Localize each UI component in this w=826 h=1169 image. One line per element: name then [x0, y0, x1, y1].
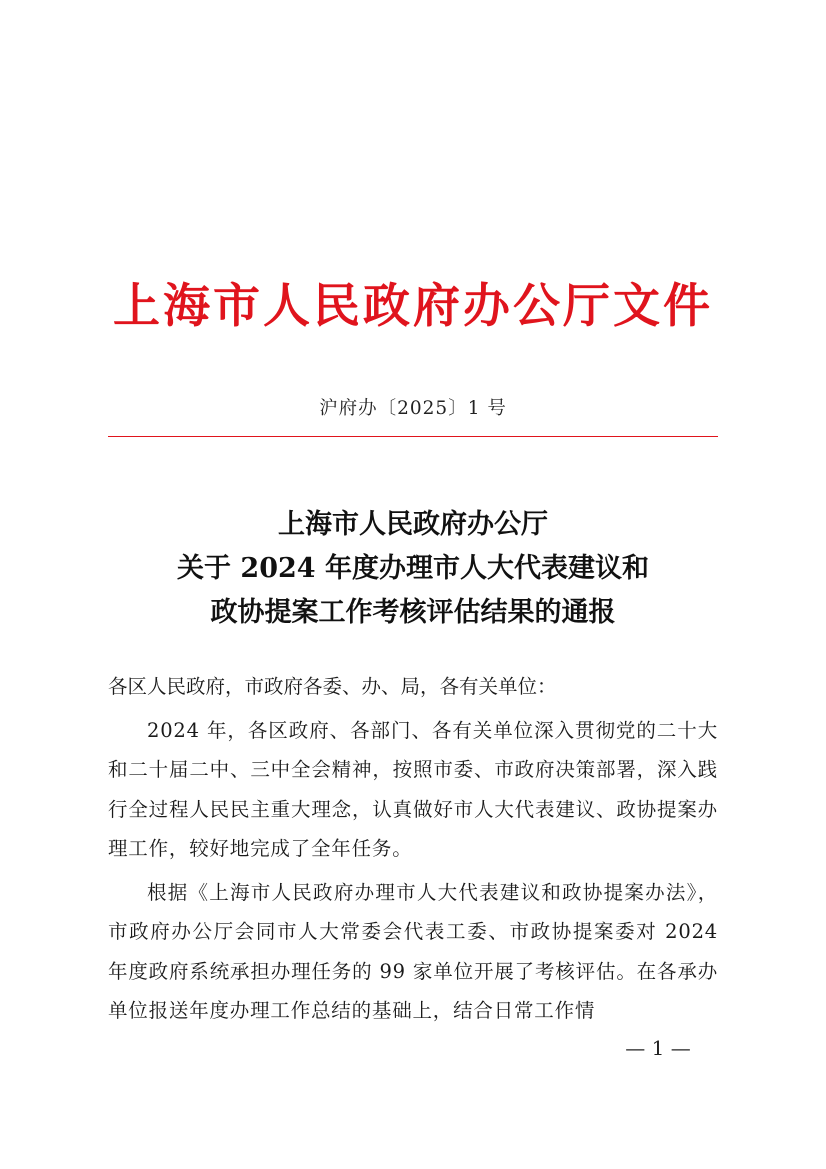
paragraph-1: 2024 年，各区政府、各部门、各有关单位深入贯彻党的二十大和二十届二中、三中全会精神，按照市委、市政府决策部署，深入践行全过程人民民主重大理念，认真做好市人大代表建议、政协提案办理工作，较好地完成了全年任务。	[108, 718, 718, 860]
title-line-1: 上海市人民政府办公厅	[278, 509, 548, 540]
title-line-2: 关于 2024 年度办理市人大代表建议和	[177, 553, 649, 584]
document-number: 沪府办〔2025〕1 号	[319, 398, 507, 419]
salutation: 各区人民政府，市政府各委、办、局，各有关单位：	[108, 675, 557, 698]
document-title	[108, 503, 718, 635]
title-line-3: 政协提案工作考核评估结果的通报	[210, 597, 616, 628]
masthead-title: 上海市人民政府办公厅文件	[113, 279, 713, 334]
red-divider-line	[108, 436, 718, 437]
paragraph-2: 根据《上海市人民政府办理市人大代表建议和政协提案办法》，市政府办公厅会同市人大常委会代表工委、市政协提案委对 2024 年度政府系统承担办理任务的 99 家单位开展了考核评估。在各承办单位报送年度办理工作总结的基础上，结合日常工作情	[108, 880, 718, 1022]
document-body	[108, 667, 718, 1035]
page-number: — 1 —	[625, 1036, 691, 1060]
